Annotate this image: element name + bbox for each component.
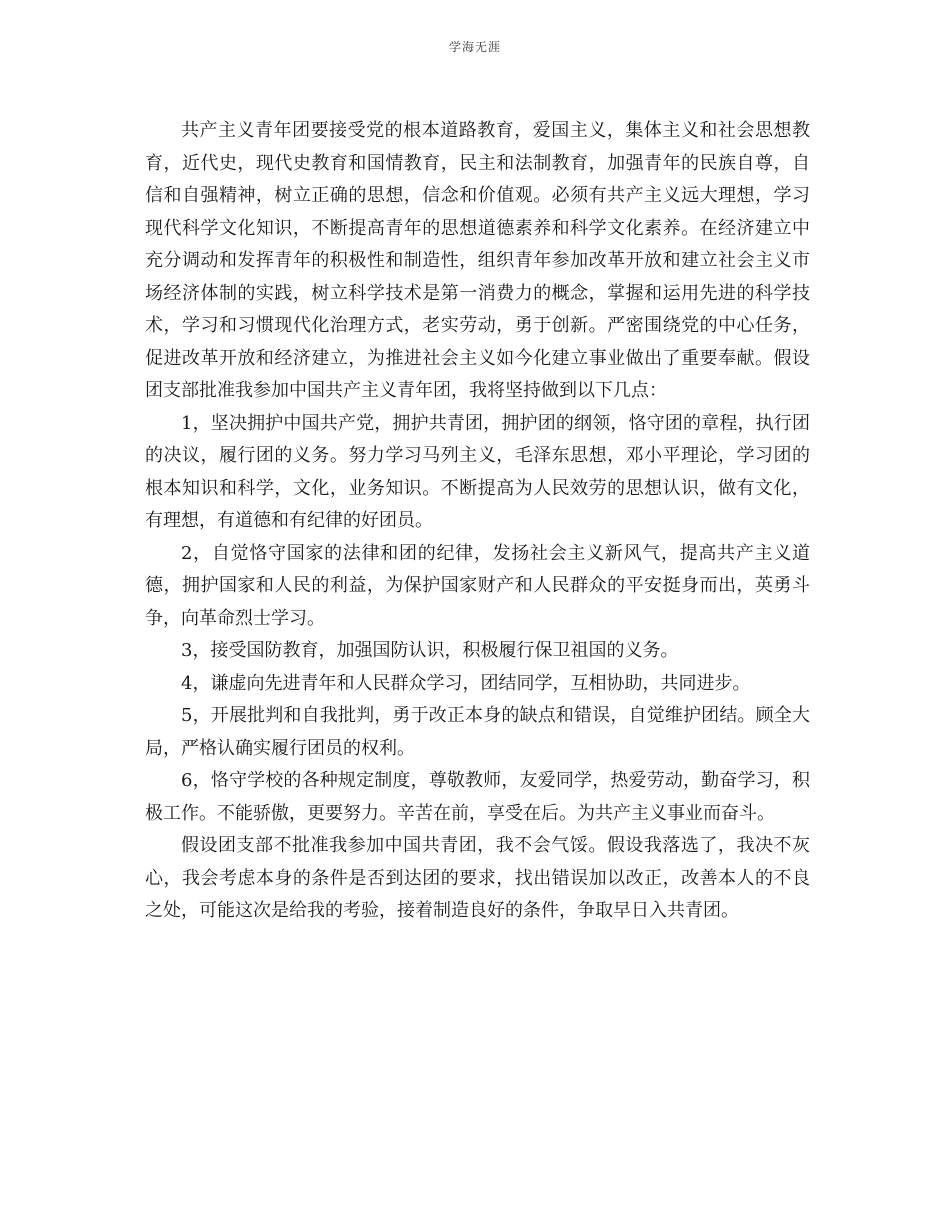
paragraph-point-2: 2，自觉恪守国家的法律和团的纪律，发扬社会主义新风气，提高共产主义道德，拥护国家和人民的利益，为保护国家财产和人民群众的平安挺身而出，英勇斗争，向革命烈士学习。: [145, 542, 810, 629]
document-body: [145, 115, 810, 928]
page-header: 学海无涯: [448, 40, 501, 54]
paragraph-conclusion: 假设团支部不批准我参加中国共青团，我不会气馁。假设我落选了，我决不灰心，我会考虑本身的条件是否到达团的要求，找出错误加以改正，改善本人的不良之处，可能这次是给我的考验，接着制造良好的条件，争取早日入共青团。: [145, 835, 810, 921]
paragraph-point-5: 5，开展批判和自我批判，勇于改正本身的缺点和错误，自觉维护团结。顾全大局，严格认确实履行团员的权利。: [145, 705, 810, 759]
paragraph-intro: 共产主义青年团要接受党的根本道路教育，爱国主义，集体主义和社会思想教育，近代史，现代史教育和国情教育，民主和法制教育，加强青年的民族自尊，自信和自强精神，树立正确的思想，信念和价值观。必须有共产主义远大理想，学习现代科学文化知识，不断提高青年的思想道德素养和科学文化素养。在经济建立中充分调动和发挥青年的积极性和制造性，组织青年参加改革开放和建立社会主义市场经济体制的实践，树立科学技术是第一消费力的概念，掌握和运用先进的科学技术，学习和习惯现代化治理方式，老实劳动，勇于创新。严密围绕党的中心任务，促进改革开放和经济建立，为推进社会主义如今化建立事业做出了重要奉献。假设团支部批准我参加中国共产主义青年团，我将坚持做到以下几点：: [145, 120, 810, 401]
paragraph-point-1: 1，坚决拥护中国共产党，拥护共青团，拥护团的纲领，恪守团的章程，执行团的决议，履行团的义务。努力学习马列主义，毛泽东思想，邓小平理论，学习团的根本知识和科学，文化，业务知识。不断提高为人民效劳的思想认识，做有文化，有理想，有道德和有纪律的好团员。: [145, 412, 810, 531]
paragraph-point-3: 3，接受国防教育，加强国防认识，积极履行保卫祖国的义务。: [181, 640, 679, 661]
paragraph-point-4: 4，谦虚向先进青年和人民群众学习，团结同学，互相协助，共同进步。: [181, 672, 751, 694]
paragraph-point-6: 6，恪守学校的各种规定制度，尊敬教师，友爱同学，热爱劳动，勤奋学习，积极工作。不能骄傲，更要努力。辛苦在前，享受在后。为共产主义事业而奋斗。: [145, 770, 810, 824]
